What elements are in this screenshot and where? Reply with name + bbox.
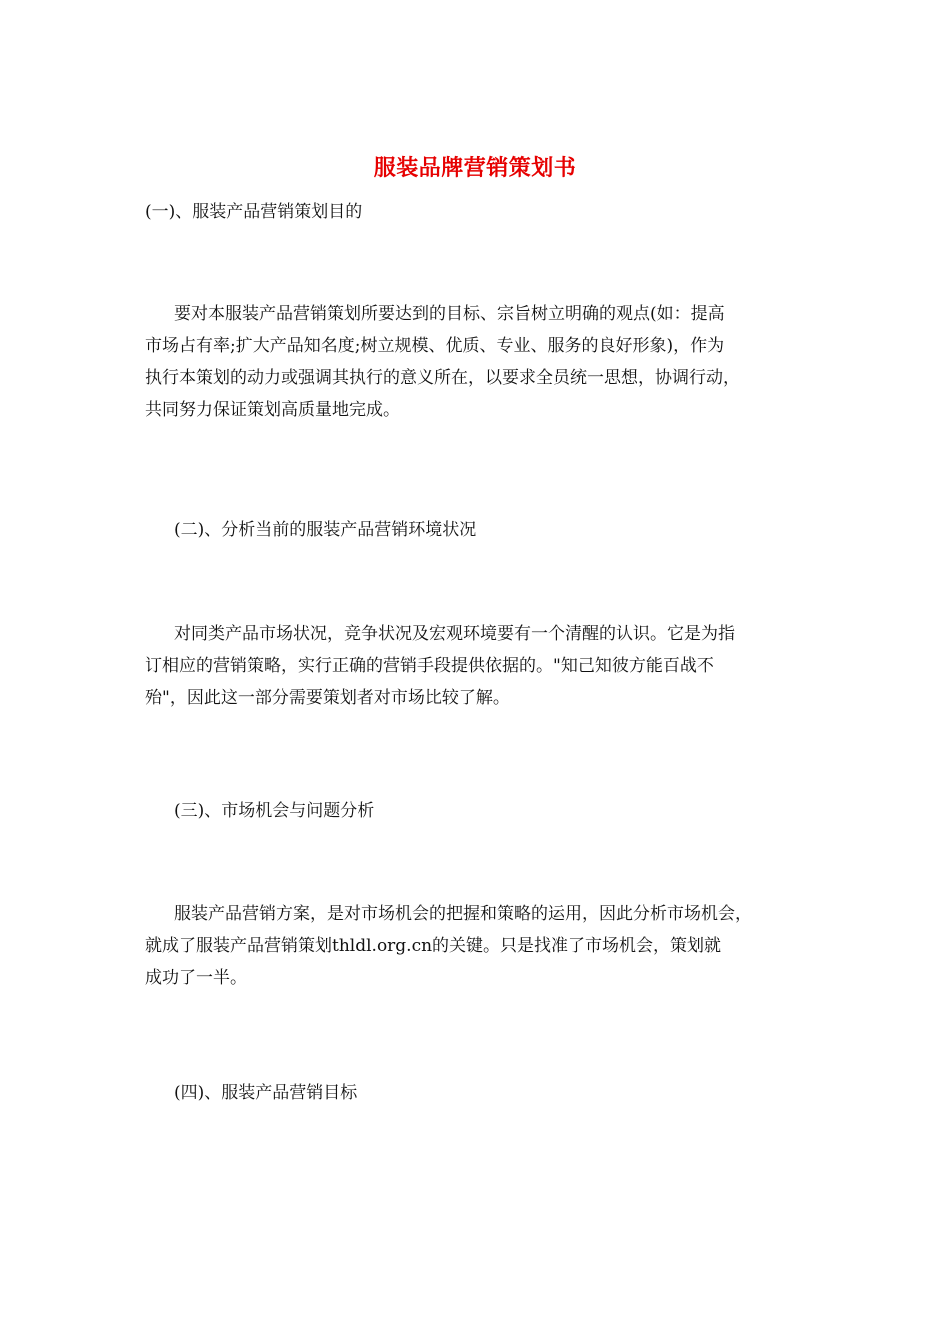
section-heading-2: (二)、分析当前的服装产品营销环境状况	[174, 520, 477, 540]
section-paragraph-1	[145, 298, 813, 426]
paragraph-line: 订相应的营销策略，实行正确的营销手段提供依据的。"知己知彼方能百战不	[145, 656, 714, 676]
paragraph-line: 共同努力保证策划高质量地完成。	[145, 400, 400, 420]
paragraph-line: 执行本策划的动力或强调其执行的意义所在，以要求全员统一思想，协调行动，	[145, 368, 740, 388]
paragraph-line: 对同类产品市场状况，竞争状况及宏观环境要有一个清醒的认识。它是为指	[174, 624, 735, 644]
paragraph-line: 市场占有率;扩大产品知名度;树立规模、优质、专业、服务的良好形象)，作为	[145, 336, 725, 356]
paragraph-line: 要对本服装产品营销策划所要达到的目标、宗旨树立明确的观点(如：提高	[174, 304, 725, 324]
paragraph-line: 成功了一半。	[145, 968, 247, 988]
paragraph-line: 殆"，因此这一部分需要策划者对市场比较了解。	[145, 688, 510, 708]
section-paragraph-2	[145, 618, 813, 714]
paragraph-line: 服装产品营销方案，是对市场机会的把握和策略的运用，因此分析市场机会，	[174, 904, 752, 924]
paragraph-line: 就成了服装产品营销策划thldl.org.cn的关键。只是找准了市场机会，策划就	[145, 936, 722, 956]
section-heading-4: (四)、服装产品营销目标	[174, 1083, 358, 1103]
section-paragraph-3	[145, 898, 813, 994]
section-heading-1: (一)、服装产品营销策划目的	[145, 202, 363, 222]
document-title: 服装品牌营销策划书	[373, 155, 577, 181]
section-heading-3: (三)、市场机会与问题分析	[174, 801, 375, 821]
